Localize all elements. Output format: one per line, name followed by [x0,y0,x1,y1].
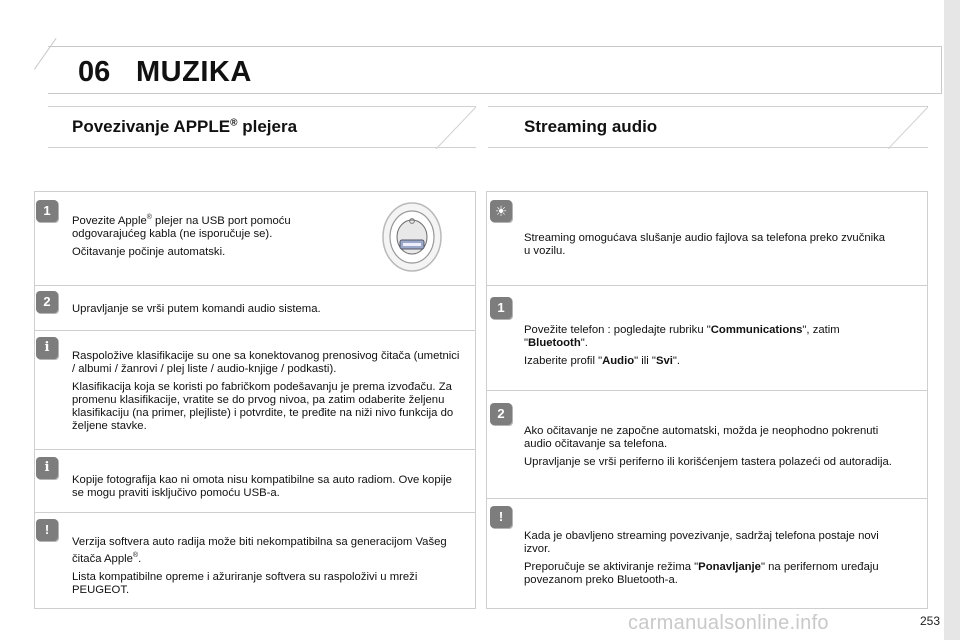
right-row-divider [486,498,928,499]
right-row-divider [486,285,928,286]
left-row-4-paragraph-1: Kopije fotografija kao ni omota nisu kompatibilne sa auto radiom. Ove kopije se mogu praviti isključivo pomoću USB-a. [72,474,452,499]
watermark: carmanualsonline.info [628,612,829,634]
left-row-5-text [72,536,464,602]
sun-badge: ☀ [490,200,512,222]
chapter-title: MUZIKA [136,56,252,88]
header-diagonal-decoration [416,107,476,149]
warning-badge: ! [36,519,58,541]
right-row-3-paragraph-1: Ako očitavanje ne započne automatski, možda je neophodno pokrenuti audio očitavanje sa telefona. [524,425,879,450]
page-number: 253 [919,614,940,628]
left-row-3-paragraph-2: Klasifikacija koja se koristi po fabričkom podešavanju je prema izvođaču. Za promenu klasifikacije, vratite se do prvog nivoa, pa zatim odaberite željenu klasifikaciju (na primer, plejliste) i potvrdite, te pređite na niži nivo funkcija do željene stavke. [72,381,454,432]
right-row-3-paragraph-2: Upravljanje se vrši periferno ili korišćenjem tastera polazeći od autoradija. [524,456,892,468]
right-row-4-paragraph-2: Preporučuje se aktiviranje režima "Ponavljanje" na perifernom uređaju povezanom preko Bluetooth-a. [524,561,879,586]
right-row-2-paragraph-1: Povežite telefon : pogledajte rubriku "Communications", zatim "Bluetooth". [524,324,840,349]
left-row-divider [34,512,476,513]
header-diagonal-decoration [868,107,928,149]
chapter-number: 06 [78,56,111,88]
right-row-divider [486,390,928,391]
left-row-4-text [72,474,462,505]
left-row-5-paragraph-2: Lista kompatibilne opreme i ažuriranje softvera su raspoloživi u mreži PEUGEOT. [72,570,418,596]
warning-badge: ! [490,506,512,528]
right-row-4-paragraph-1: Kada je obavljeno streaming povezivanje, sadržaj telefona postaje novi izvor. [524,530,879,555]
usb-port-illustration [380,200,444,274]
left-row-divider [34,285,476,286]
right-row-3-text [524,425,904,474]
info-badge: i [36,337,58,359]
left-row-3-text [72,350,464,438]
right-row-2-paragraph-2: Izaberite profil "Audio" ili "Svi". [524,355,681,367]
left-row-5-paragraph-1: Verzija softvera auto radija može biti nekompatibilna sa generacijom Vašeg čitača Apple®. [72,536,447,565]
left-section-title: Povezivanje APPLE® plejera [72,117,298,136]
left-row-divider [34,330,476,331]
info-badge: i [36,457,58,479]
step-badge-2: 2 [36,291,58,313]
step-badge-1: 1 [490,297,512,319]
left-row-2-paragraph-1: Upravljanje se vrši putem komandi audio sistema. [72,303,321,315]
left-row-1-text [72,211,342,264]
right-row-2-text [524,324,904,373]
page-edge-strip [944,0,960,640]
left-row-1-paragraph-2: Očitavanje počinje automatski. [72,245,226,258]
left-row-divider [34,449,476,450]
left-row-1-paragraph-1: Povezite Apple® plejer na USB port pomoću odgovarajućeg kabla (ne isporučuje se). [72,214,291,240]
right-section-title: Streaming audio [524,117,658,136]
step-badge-2: 2 [490,403,512,425]
step-badge-1: 1 [36,200,58,222]
left-row-2-text [72,303,462,321]
right-row-1-text [524,232,894,263]
left-row-3-paragraph-1: Raspoložive klasifikacije su one sa konektovanog prenosivog čitača (umetnici / albumi / žanrovi / plej liste / audio-knjige / podkasti). [72,350,460,375]
right-row-4-text [524,530,904,592]
right-row-1-paragraph-1: Streaming omogućava slušanje audio fajlova sa telefona preko zvučnika u vozilu. [524,232,886,257]
